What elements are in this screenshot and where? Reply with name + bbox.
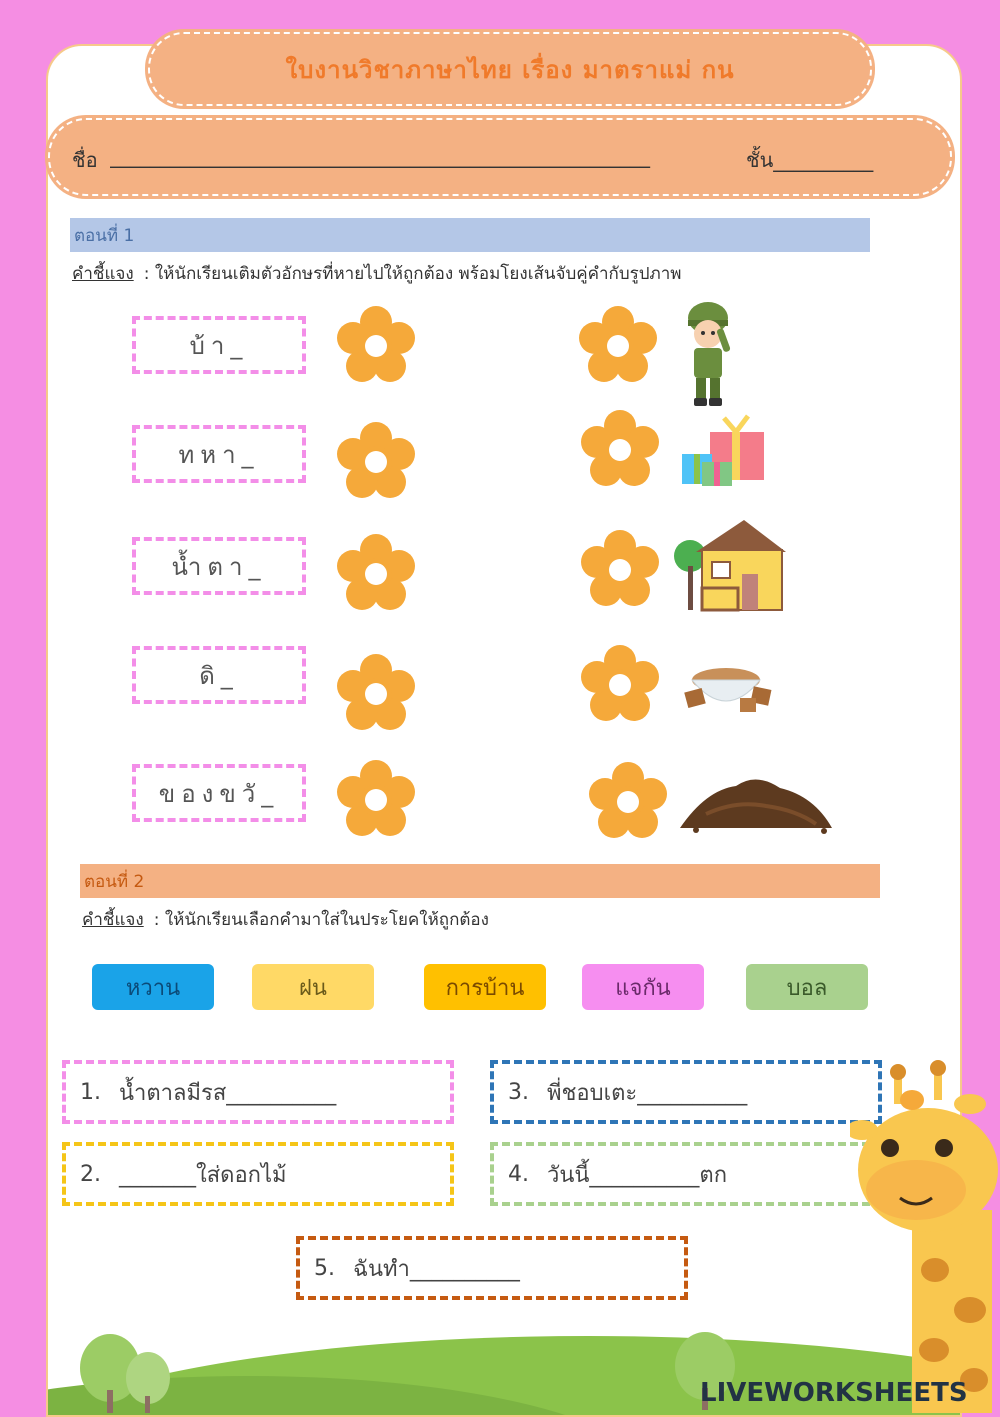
flower-dot-left-1[interactable] — [336, 306, 416, 386]
part2-instruction-text: : ให้นักเรียนเลือกคำมาใส่ในประโยคให้ถูกต้อง — [153, 910, 489, 930]
house-icon — [672, 516, 788, 614]
worksheet-title: ใบงานวิชาภาษาไทย เรื่อง มาตราแม่ กน — [148, 32, 872, 106]
name-line: ______________________________________________________ — [110, 144, 650, 168]
flower-dot-right-4[interactable] — [580, 645, 660, 725]
sentence-number: 4. — [508, 1161, 529, 1187]
sentence-text: ฉันทำ__________ — [353, 1256, 520, 1282]
word-box-4[interactable]: ดิ_ — [132, 646, 306, 704]
tree-icon — [70, 1330, 180, 1413]
flower-dot-left-2[interactable] — [336, 422, 416, 502]
brand-logo: LIVEWORKSHEETS — [700, 1378, 968, 1408]
sentence-number: 3. — [508, 1079, 529, 1105]
gift-icon — [680, 414, 768, 488]
part1-heading: ตอนที่ 1 — [70, 218, 870, 252]
flower-dot-left-3[interactable] — [336, 534, 416, 614]
flower-dot-right-5[interactable] — [588, 762, 668, 842]
name-label: ชื่อ — [72, 148, 98, 172]
giraffe-icon — [850, 1060, 1000, 1413]
word-box-2[interactable]: ทหา_ — [132, 425, 306, 483]
sentence-box-2[interactable] — [62, 1142, 454, 1206]
choice-vase[interactable]: แจกัน — [582, 964, 704, 1010]
part1-instruction-label: คำชี้แจง — [72, 264, 134, 284]
sugar-icon — [680, 650, 776, 716]
part1-instruction — [72, 260, 682, 287]
sentence-box-1[interactable] — [62, 1060, 454, 1124]
name-class-banner — [48, 118, 952, 196]
sentence-number: 5. — [314, 1255, 335, 1281]
word-box-1[interactable]: บ้า_ — [132, 316, 306, 374]
sentence-text: วันนี้__________ตก — [547, 1162, 728, 1188]
flower-dot-left-5[interactable] — [336, 760, 416, 840]
flower-dot-left-4[interactable] — [336, 654, 416, 734]
part1-instruction-text: : ให้นักเรียนเติมตัวอักษรที่หายไปให้ถูกต้อง พร้อมโยงเส้นจับคู่คำกับรูปภาพ — [143, 264, 682, 284]
choice-ball[interactable]: บอล — [746, 964, 868, 1010]
sentence-number: 2. — [80, 1161, 101, 1187]
part2-instruction-label: คำชี้แจง — [82, 910, 144, 930]
part2-heading: ตอนที่ 2 — [80, 864, 880, 898]
sentence-text: พี่ชอบเตะ__________ — [547, 1080, 748, 1106]
sentence-text: _______ใส่ดอกไม้ — [119, 1162, 287, 1188]
sentence-number: 1. — [80, 1079, 101, 1105]
soldier-icon — [680, 300, 736, 408]
word-box-3[interactable]: น้ำตา_ — [132, 537, 306, 595]
soil-icon — [676, 770, 836, 834]
choice-homework[interactable]: การบ้าน — [424, 964, 546, 1010]
flower-dot-right-1[interactable] — [578, 306, 658, 386]
sentence-box-3[interactable] — [490, 1060, 882, 1124]
sentence-text: น้ำตาลมีรส__________ — [119, 1080, 337, 1106]
word-box-5[interactable]: ของขวั_ — [132, 764, 306, 822]
sentence-box-5[interactable] — [296, 1236, 688, 1300]
flower-dot-right-2[interactable] — [580, 410, 660, 490]
choice-sweet[interactable]: หวาน — [92, 964, 214, 1010]
choice-rain[interactable]: ฝน — [252, 964, 374, 1010]
flower-dot-right-3[interactable] — [580, 530, 660, 610]
part2-instruction — [82, 906, 489, 933]
class-label: ชั้น__________ — [746, 148, 874, 172]
sentence-box-4[interactable] — [490, 1142, 882, 1206]
